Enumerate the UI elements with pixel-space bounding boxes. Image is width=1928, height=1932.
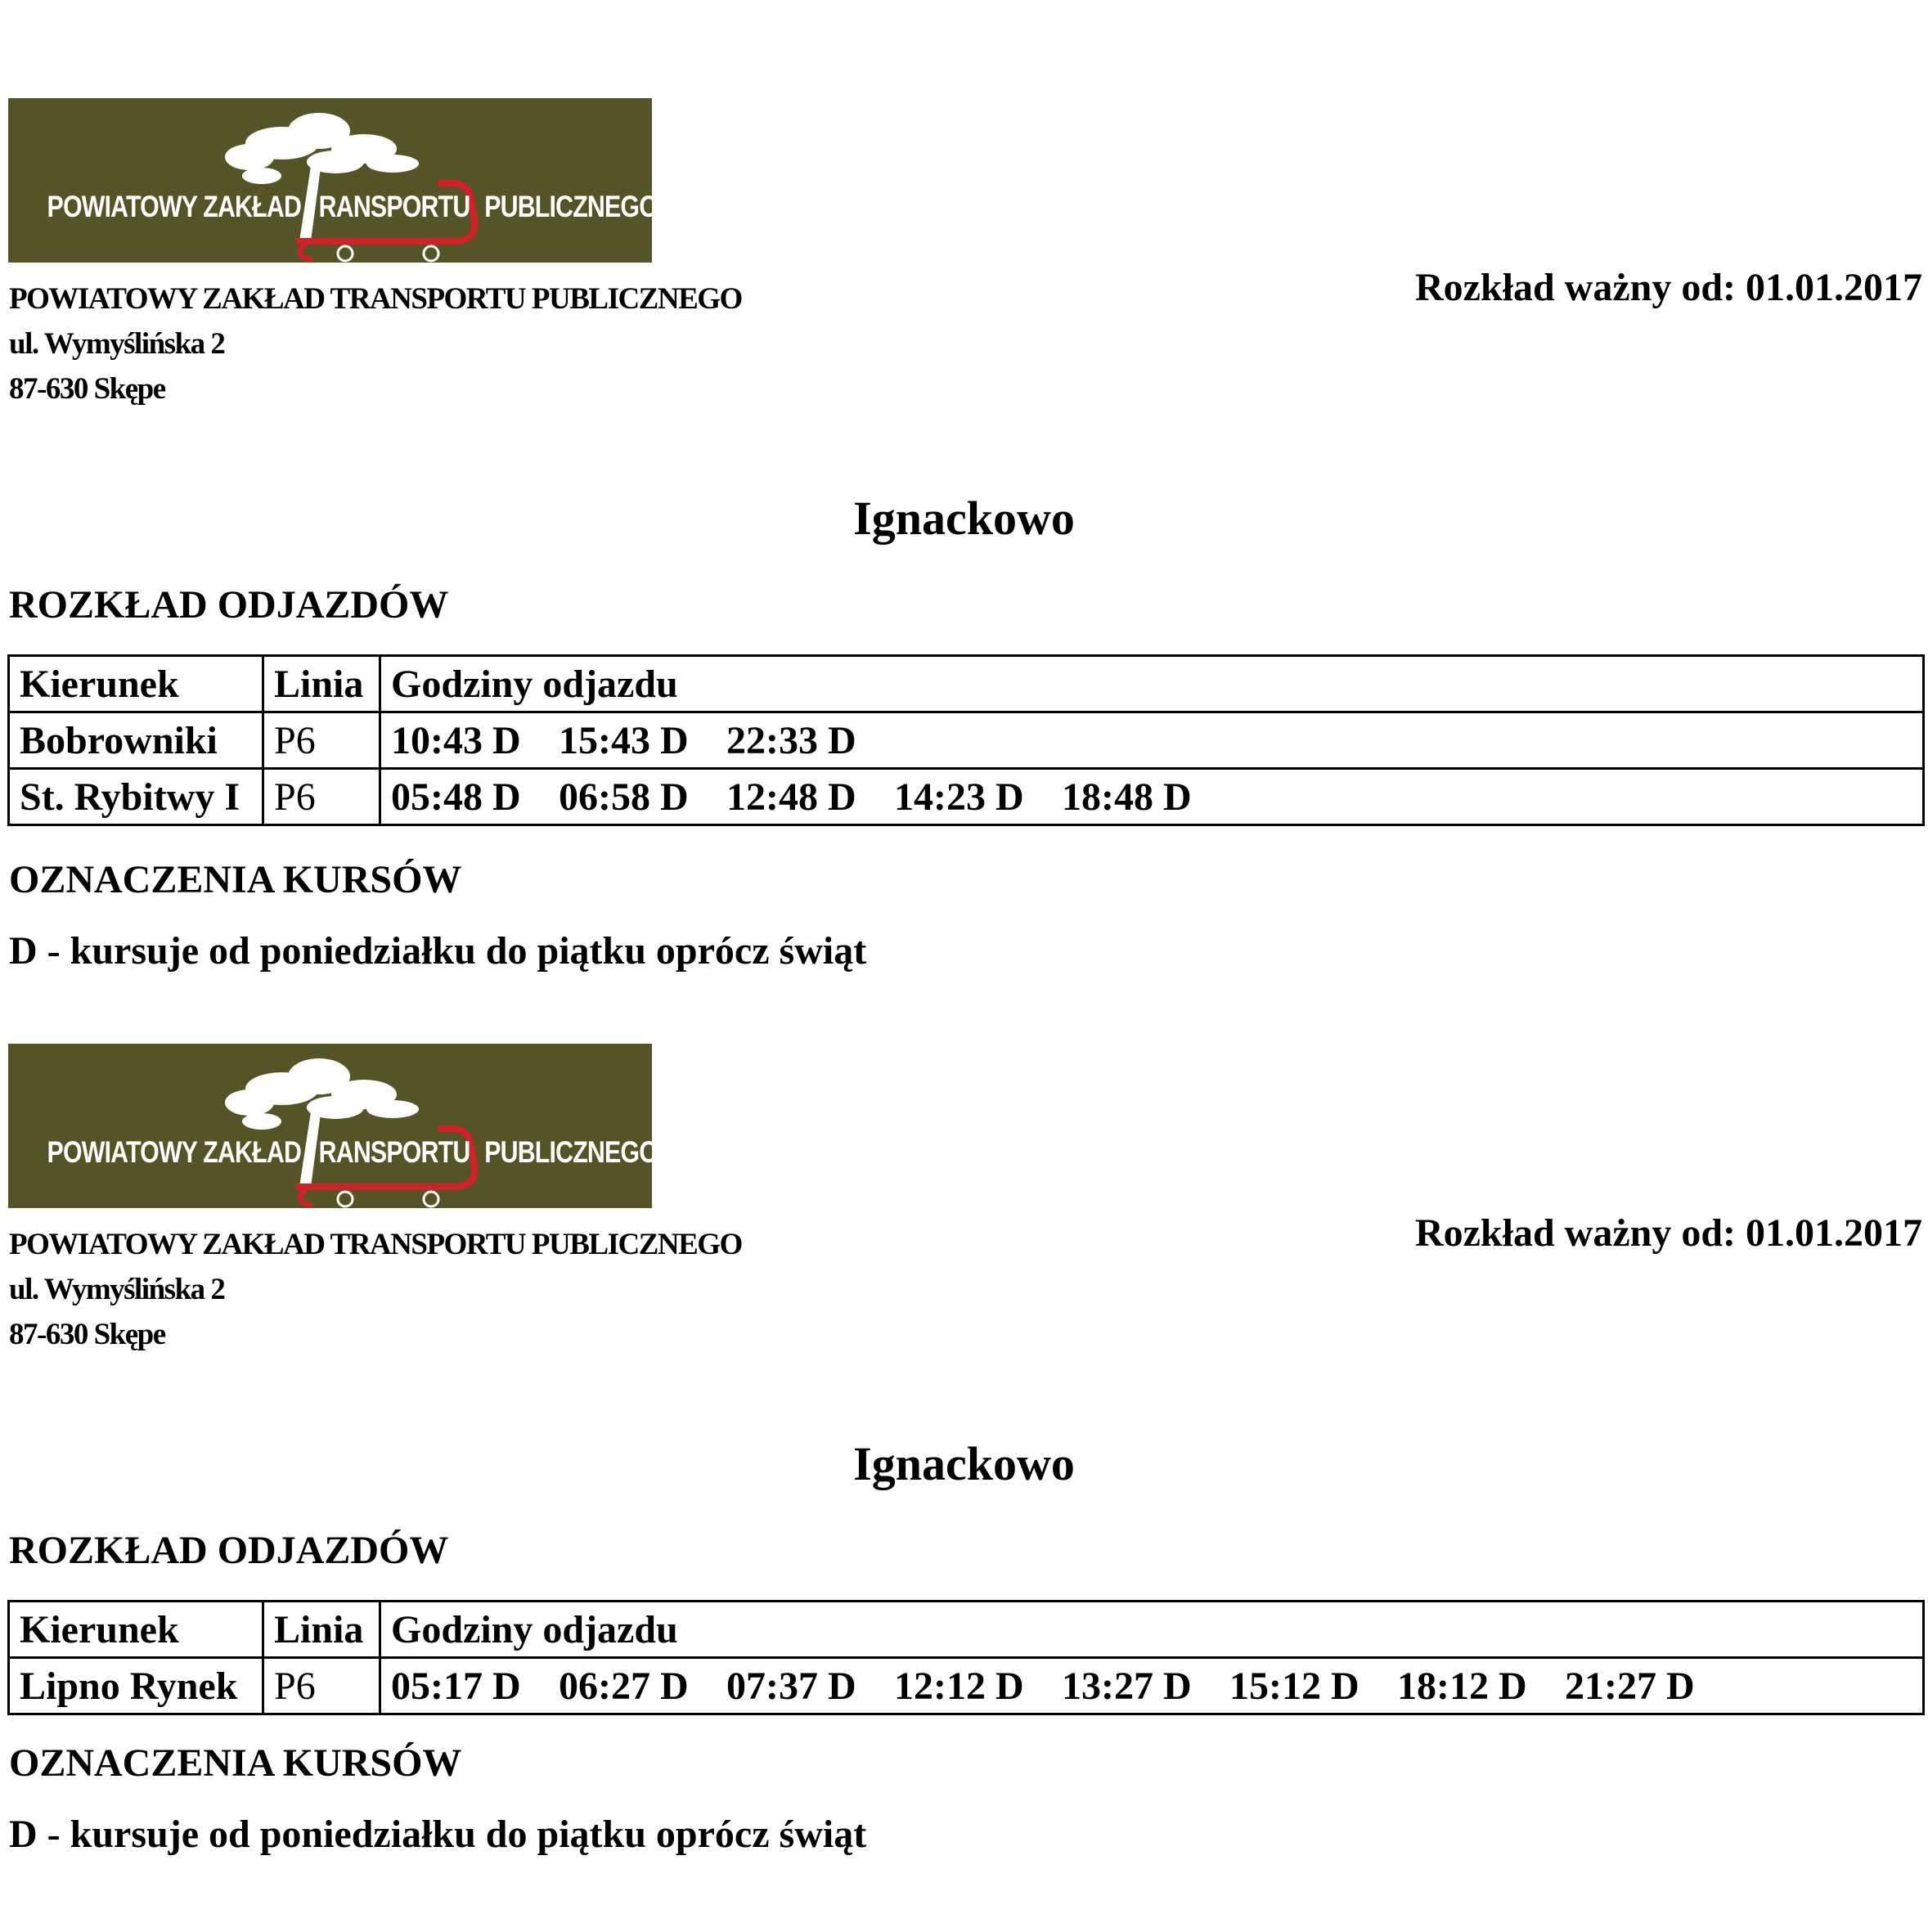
- company-city: 87-630 Skępe: [9, 372, 165, 406]
- company-logo: [8, 98, 658, 263]
- company-name: POWIATOWY ZAKŁAD TRANSPORTU PUBLICZNEGO: [9, 1228, 742, 1261]
- logo-text-left: POWIATOWY ZAKŁAD: [47, 190, 302, 223]
- valid-from: Rozkład ważny od: 01.01.2017: [1414, 266, 1922, 309]
- departure-time: 22:33 D: [726, 718, 856, 762]
- table-header-row: [9, 1602, 1924, 1658]
- company-street: ul. Wymyślińska 2: [9, 1273, 225, 1306]
- company-address: [9, 1222, 742, 1357]
- row-direction: Bobrowniki: [9, 712, 263, 769]
- stop-name: Ignackowo: [853, 1437, 1075, 1490]
- table-row: [9, 1658, 1924, 1714]
- timetable-section-2: [0, 946, 1928, 1886]
- departure-time: 15:43 D: [559, 718, 689, 762]
- departure-time: 06:58 D: [559, 775, 689, 819]
- legend-text: D - kursuje od poniedziałku do piątku oprócz świąt: [9, 929, 867, 973]
- table-row: [9, 769, 1924, 825]
- valid-from: Rozkład ważny od: 01.01.2017: [1414, 1211, 1922, 1255]
- row-times: [380, 769, 1924, 825]
- logo-text-mid: RANSPORTU: [318, 190, 470, 223]
- row-line: P6: [263, 712, 380, 769]
- departure-time: 21:27 D: [1565, 1664, 1695, 1708]
- row-direction: Lipno Rynek: [9, 1658, 263, 1714]
- timetable: [7, 654, 1925, 826]
- legend-heading: OZNACZENIA KURSÓW: [9, 858, 462, 901]
- header-times: Godziny odjazdu: [380, 1602, 1924, 1658]
- schedule-heading: ROZKŁAD ODJAZDÓW: [9, 1529, 449, 1572]
- departure-time: 06:27 D: [559, 1664, 689, 1708]
- departure-time: 13:27 D: [1062, 1664, 1192, 1708]
- legend-text: D - kursuje od poniedziałku do piątku oprócz świąt: [9, 1813, 867, 1856]
- departure-time: 18:12 D: [1397, 1664, 1527, 1708]
- table-row: [9, 712, 1924, 769]
- row-line: P6: [263, 769, 380, 825]
- row-times: [380, 1658, 1924, 1714]
- departure-time: 07:37 D: [726, 1664, 856, 1708]
- departure-time: 12:12 D: [894, 1664, 1024, 1708]
- header-line: Linia: [263, 1602, 380, 1658]
- company-address: [9, 276, 742, 411]
- table-header-row: [9, 656, 1924, 712]
- header-direction: Kierunek: [9, 656, 263, 712]
- row-direction: St. Rybitwy I: [9, 769, 263, 825]
- departure-time: 14:23 D: [894, 775, 1024, 819]
- logo-text-right: PUBLICZNEGO: [484, 1135, 658, 1169]
- departure-time: 12:48 D: [726, 775, 856, 819]
- schedule-heading: ROZKŁAD ODJAZDÓW: [9, 583, 449, 627]
- departure-time: 10:43 D: [391, 718, 521, 762]
- row-times: [380, 712, 1924, 769]
- departure-time: 05:17 D: [391, 1664, 521, 1708]
- company-name: POWIATOWY ZAKŁAD TRANSPORTU PUBLICZNEGO: [9, 282, 742, 316]
- departure-time: 05:48 D: [391, 775, 521, 819]
- logo-text-left: POWIATOWY ZAKŁAD: [47, 1135, 302, 1169]
- header-direction: Kierunek: [9, 1602, 263, 1658]
- stop-name: Ignackowo: [853, 492, 1075, 545]
- company-street: ul. Wymyślińska 2: [9, 327, 225, 361]
- company-logo: [8, 1044, 658, 1208]
- legend-heading: OZNACZENIA KURSÓW: [9, 1741, 462, 1785]
- company-city: 87-630 Skępe: [9, 1318, 165, 1351]
- departure-time: 15:12 D: [1229, 1664, 1359, 1708]
- logo-text-mid: RANSPORTU: [318, 1135, 470, 1169]
- row-line: P6: [263, 1658, 380, 1714]
- departure-time: 18:48 D: [1062, 775, 1192, 819]
- timetable: [7, 1600, 1925, 1715]
- header-line: Linia: [263, 656, 380, 712]
- header-times: Godziny odjazdu: [380, 656, 1924, 712]
- logo-text-right: PUBLICZNEGO: [484, 190, 658, 223]
